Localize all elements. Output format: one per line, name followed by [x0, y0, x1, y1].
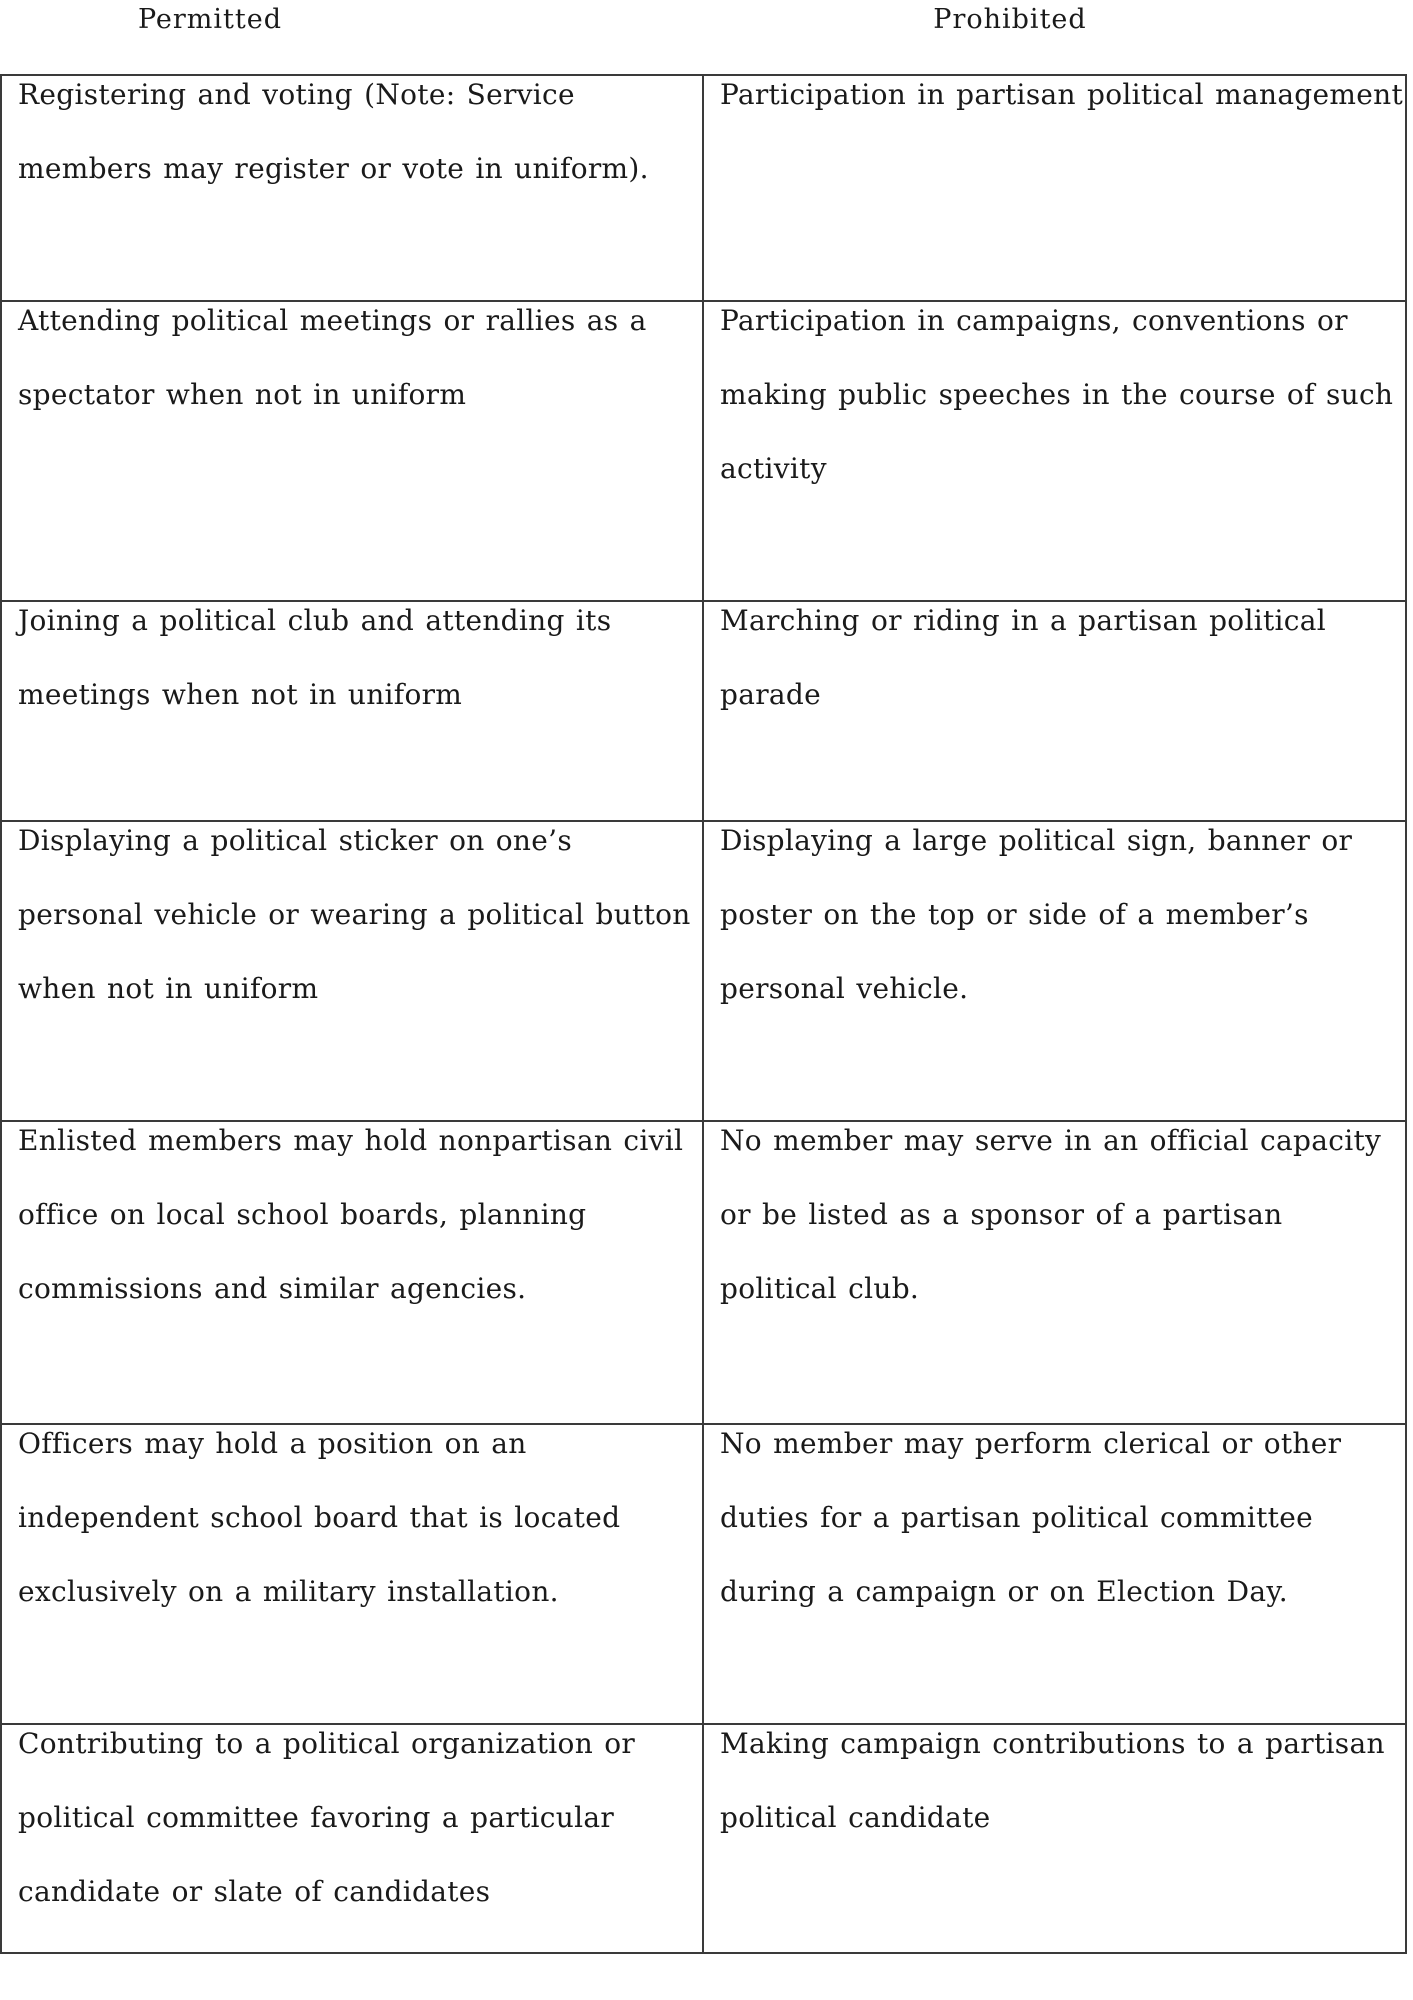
- table-cell-permitted: Registering and voting (Note: Service members may register or vote in uniform).: [18, 78, 649, 185]
- table-cell-prohibited: Marching or riding in a partisan political parade: [720, 604, 1327, 711]
- table-cell-permitted: Joining a political club and attending its meetings when not in uniform: [18, 604, 612, 711]
- column-divider: [702, 74, 704, 1954]
- table-cell-prohibited: Participation in campaigns, conventions or making public speeches in the course of such activity: [720, 304, 1394, 485]
- table-cell-prohibited: No member may perform clerical or other duties for a partisan political committee during a campaign or on Election Day.: [720, 1427, 1342, 1608]
- table-cell-prohibited: No member may serve in an official capacity or be listed as a sponsor of a partisan political club.: [720, 1124, 1382, 1305]
- table-cell-prohibited: Displaying a large political sign, banner or poster on the top or side of a member’s personal vehicle.: [720, 824, 1353, 1005]
- table-cell-prohibited: Participation in partisan political management: [720, 78, 1404, 111]
- table-cell-permitted: Attending political meetings or rallies as a spectator when not in uniform: [18, 304, 647, 411]
- table-cell-permitted: Officers may hold a position on an independent school board that is located exclusively on a military installation.: [18, 1427, 621, 1608]
- column-header-permitted: Permitted: [137, 4, 283, 35]
- table-cell-prohibited: Making campaign contributions to a partisan political candidate: [720, 1727, 1385, 1834]
- column-header-prohibited: Prohibited: [933, 4, 1087, 35]
- table-cell-permitted: Enlisted members may hold nonpartisan civil office on local school boards, planning commissions and similar agencies.: [18, 1124, 684, 1305]
- table-cell-permitted: Contributing to a political organization or political committee favoring a particular candidate or slate of candidates: [18, 1727, 636, 1908]
- table-cell-permitted: Displaying a political sticker on one’s personal vehicle or wearing a political button when not in uniform: [18, 824, 691, 1005]
